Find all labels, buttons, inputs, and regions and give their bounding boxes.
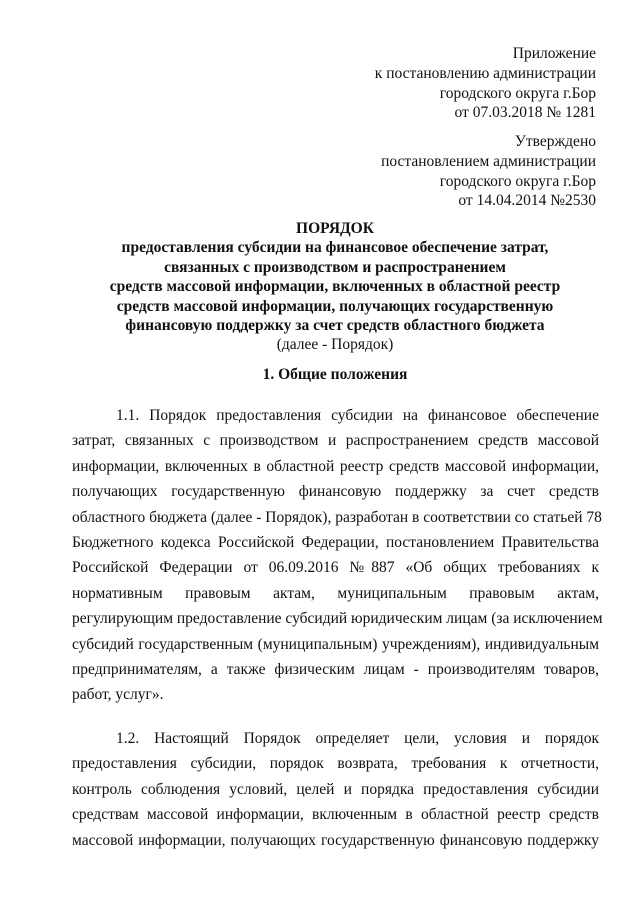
- document-title: ПОРЯДОК: [296, 220, 374, 237]
- paragraph-line: предоставления субсидии, порядок возврата, требования к отчетности,: [72, 755, 599, 773]
- paragraph-line: областного бюджета (далее - Порядок), разработан в соответствии со статьей 78: [72, 508, 602, 526]
- paragraph-line: затрат, связанных с производством и распространением средств массовой: [72, 432, 599, 450]
- appendix-line: Приложение: [512, 45, 596, 62]
- approval-line: постановлением администрации: [381, 152, 596, 170]
- paragraph-line: массовой информации, получающих государственную финансовую поддержку: [72, 831, 599, 849]
- appendix-line: от 07.03.2018 № 1281: [454, 104, 596, 122]
- paragraph-line: регулирующим предоставление субсидий юридическим лицам (за исключением: [72, 610, 603, 628]
- document-subtitle-line: связанных с производством и распространением: [164, 258, 506, 276]
- paragraph-line: работ, услуг».: [72, 686, 164, 704]
- approval-header: [381, 132, 596, 211]
- document-title-note: (далее - Порядок): [276, 336, 394, 354]
- paragraph-1-2: [72, 726, 599, 853]
- paragraph-line: 1.2. Настоящий Порядок определяет цели, условия и порядок: [116, 730, 599, 747]
- approval-line: Утверждено: [514, 133, 596, 150]
- paragraph-line: информации, включенных в областной реестр средств массовой информации,: [72, 457, 599, 475]
- document-subtitle-line: средств массовой информации, включенных в областной реестр: [109, 278, 561, 296]
- document-subtitle-line: финансовую поддержку за счет средств областного бюджета: [125, 317, 545, 335]
- paragraph-line: Российской Федерации от 06.09.2016 №887 «Об общих требованиях к: [72, 559, 599, 577]
- paragraph-line: средствам массовой информации, включенным в областной реестр средств: [72, 806, 599, 824]
- document-subtitle-line: средств массовой информации, получающих государственную: [116, 297, 554, 315]
- document-title-block: [70, 219, 600, 355]
- appendix-line: городского округа г.Бор: [439, 84, 596, 102]
- paragraph-line: предпринимателям, а также физическим лицам - производителям товаров,: [72, 661, 599, 679]
- paragraph-line: получающих государственную финансовую поддержку за счет средств: [72, 483, 599, 501]
- approval-line: городского округа г.Бор: [439, 172, 596, 190]
- paragraph-line: субсидий государственным (муниципальным) учреждениям), индивидуальным: [72, 635, 599, 653]
- paragraph-line: контроль соблюдения условий, целей и порядка предоставления субсидии: [72, 780, 599, 798]
- paragraph-line: нормативным правовым актам, муниципальным правовым актам,: [72, 584, 599, 602]
- appendix-header: [375, 44, 596, 123]
- appendix-line: к постановлению администрации: [374, 64, 596, 82]
- section-heading: 1. Общие положения: [262, 366, 408, 383]
- approval-line: от 14.04.2014 №2530: [458, 192, 596, 210]
- paragraph-line: 1.1. Порядок предоставления субсидии на финансовое обеспечение: [116, 407, 599, 424]
- paragraph-line: Бюджетного кодекса Российской Федерации, постановлением Правительства: [72, 534, 599, 552]
- document-subtitle-line: предоставления субсидии на финансовое обеспечение затрат,: [121, 239, 549, 257]
- paragraph-1-1: [72, 403, 603, 708]
